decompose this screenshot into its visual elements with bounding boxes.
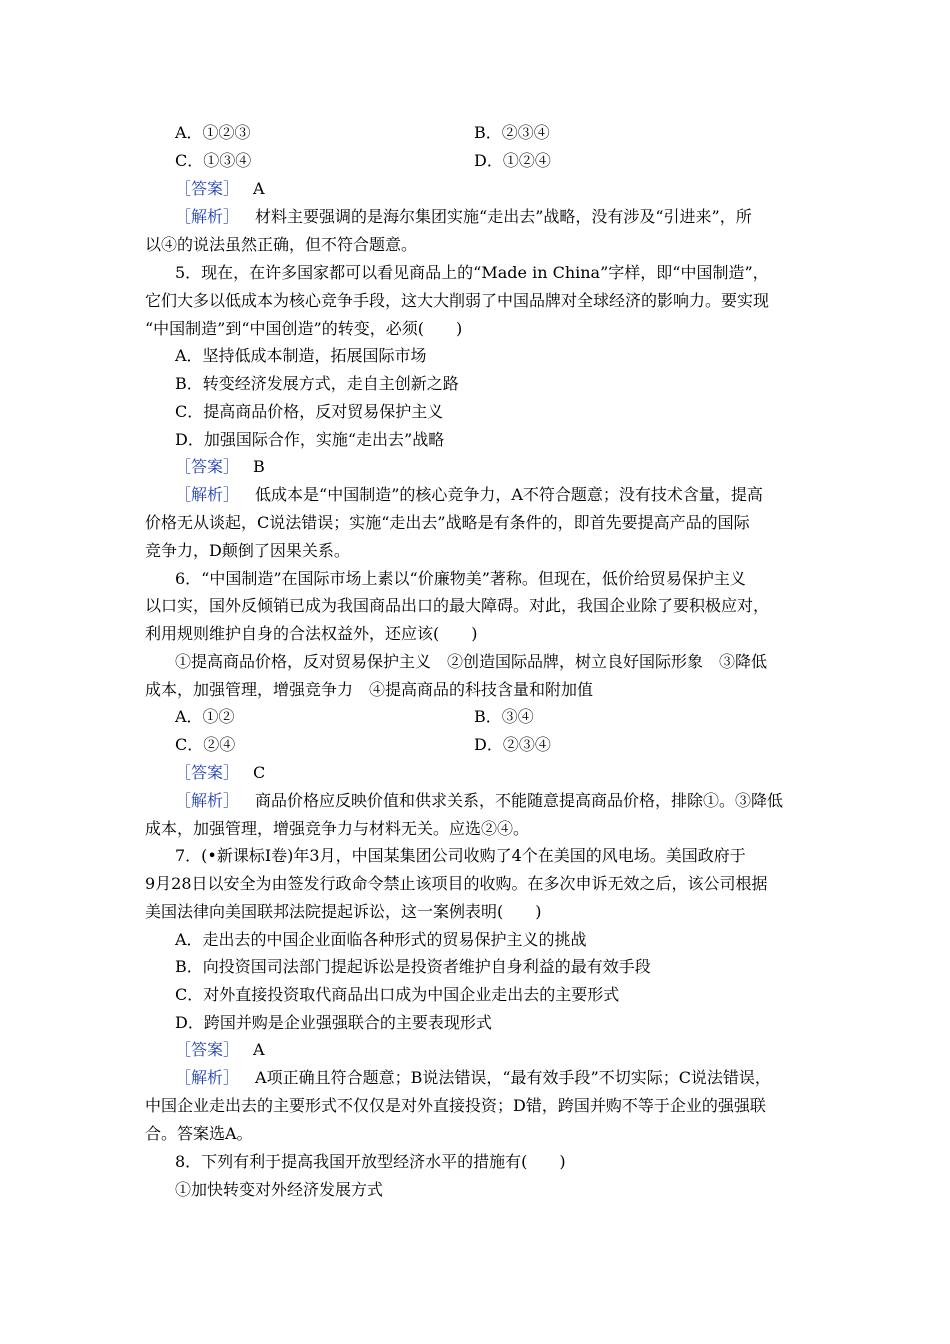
- answer-tag: ［答案］: [175, 1040, 240, 1059]
- q5-stem-line-1: 5．现在，在许多国家都可以看见商品上的“Made in China”字样，即“中国制造”，: [175, 263, 769, 282]
- q5-option-c: C．提高商品价格，反对贸易保护主义: [175, 402, 444, 421]
- q6-stem-line-2: 以口实，国外反倾销已成为我国商品出口的最大障碍。对此，我国企业除了要积极应对，: [145, 596, 770, 615]
- q7-analysis-line-1: [175, 1068, 771, 1088]
- analysis-tag: ［解析］: [175, 791, 240, 810]
- q7-option-b: B．向投资国司法部门提起诉讼是投资者维护自身利益的最有效手段: [175, 957, 651, 976]
- analysis-tag: ［解析］: [175, 207, 240, 226]
- q6-option-d: D．②③④: [474, 735, 551, 754]
- q6-items-line-1: ①提高商品价格，反对贸易保护主义 ②创造国际品牌，树立良好国际形象 ③降低: [175, 652, 768, 671]
- q4-answer: [175, 179, 265, 199]
- q7-stem-line-1: 7．(•新课标Ⅰ卷)年3月，中国某集团公司收购了4个在美国的风电场。美国政府于: [175, 846, 746, 865]
- q4-analysis-line-2: 以④的说法虽然正确，但不符合题意。: [145, 235, 418, 254]
- q7-analysis-line-3: 合。答案选A。: [145, 1124, 253, 1143]
- q5-stem-line-2: 它们大多以低成本为核心竞争手段，这大大削弱了中国品牌对全球经济的影响力。要实现: [145, 291, 770, 310]
- answer-value: B: [253, 457, 265, 476]
- q5-option-b: B．转变经济发展方式，走自主创新之路: [175, 374, 459, 393]
- q6-items-line-2: 成本，加强管理，增强竞争力 ④提高商品的科技含量和附加值: [145, 680, 594, 699]
- q7-answer: [175, 1040, 265, 1060]
- analysis-tag: ［解析］: [175, 1068, 240, 1087]
- q7-stem-line-2: 9月28日以安全为由签发行政命令禁止该项目的收购。在多次申诉无效之后，该公司根据: [145, 874, 768, 893]
- q4-option-c: C．①③④: [175, 151, 252, 170]
- q6-option-b: B．③④: [474, 707, 534, 726]
- q5-analysis-line-1: [175, 485, 763, 505]
- q4-option-d: D．①②④: [474, 151, 551, 170]
- answer-tag: ［答案］: [175, 179, 240, 198]
- analysis-tag: ［解析］: [175, 485, 240, 504]
- q7-option-c: C．对外直接投资取代商品出口成为中国企业走出去的主要形式: [175, 985, 620, 1004]
- answer-value: A: [253, 179, 265, 198]
- q6-answer: [175, 763, 265, 783]
- q6-option-a: A．①②: [175, 707, 235, 726]
- analysis-text: A项正确且符合题意；B说法错误，“最有效手段”不切实际；C说法错误，: [255, 1068, 771, 1087]
- q5-answer: [175, 457, 265, 477]
- q7-stem-line-3: 美国法律向美国联邦法院提起诉讼，这一案例表明( ): [145, 902, 542, 921]
- q4-option-b: B．②③④: [474, 123, 550, 142]
- answer-value: C: [253, 763, 266, 782]
- answer-tag: ［答案］: [175, 457, 240, 476]
- q5-option-d: D．加强国际合作，实施“走出去”战略: [175, 430, 445, 449]
- q6-analysis-line-1: [175, 791, 783, 811]
- q4-analysis-line-1: [175, 207, 752, 227]
- q6-stem-line-1: 6．“中国制造”在国际市场上素以“价廉物美”著称。但现在，低价给贸易保护主义: [175, 569, 746, 588]
- answer-value: A: [253, 1040, 265, 1059]
- analysis-text: 材料主要强调的是海尔集团实施“走出去”战略，没有涉及“引进来”，所: [255, 207, 752, 226]
- q8-item-1: ①加快转变对外经济发展方式: [175, 1180, 384, 1199]
- answer-tag: ［答案］: [175, 763, 240, 782]
- analysis-text: 低成本是“中国制造”的核心竞争力，A不符合题意；没有技术含量，提高: [255, 485, 763, 504]
- q7-analysis-line-2: 中国企业走出去的主要形式不仅仅是对外直接投资；D错，跨国并购不等于企业的强强联: [145, 1096, 766, 1115]
- q5-analysis-line-2: 价格无从谈起，C说法错误；实施“走出去”战略是有条件的，即首先要提高产品的国际: [145, 513, 750, 532]
- q6-stem-line-3: 利用规则维护自身的合法权益外，还应该( ): [145, 624, 478, 643]
- q5-option-a: A．坚持低成本制造，拓展国际市场: [175, 346, 427, 365]
- q4-option-a: A．①②③: [175, 123, 251, 142]
- analysis-text: 商品价格应反映价值和供求关系，不能随意提高商品价格，排除①。③降低: [255, 791, 784, 810]
- q8-stem-line-1: 8．下列有利于提高我国开放型经济水平的措施有( ): [175, 1152, 566, 1171]
- q5-analysis-line-3: 竞争力，D颠倒了因果关系。: [145, 541, 350, 560]
- q6-option-c: C．②④: [175, 735, 236, 754]
- q6-analysis-line-2: 成本，加强管理，增强竞争力与材料无关。应选②④。: [145, 819, 530, 838]
- q7-option-d: D．跨国并购是企业强强联合的主要表现形式: [175, 1013, 492, 1032]
- q7-option-a: A．走出去的中国企业面临各种形式的贸易保护主义的挑战: [175, 930, 587, 949]
- q5-stem-line-3: “中国制造”到“中国创造”的转变，必须( ): [145, 319, 463, 338]
